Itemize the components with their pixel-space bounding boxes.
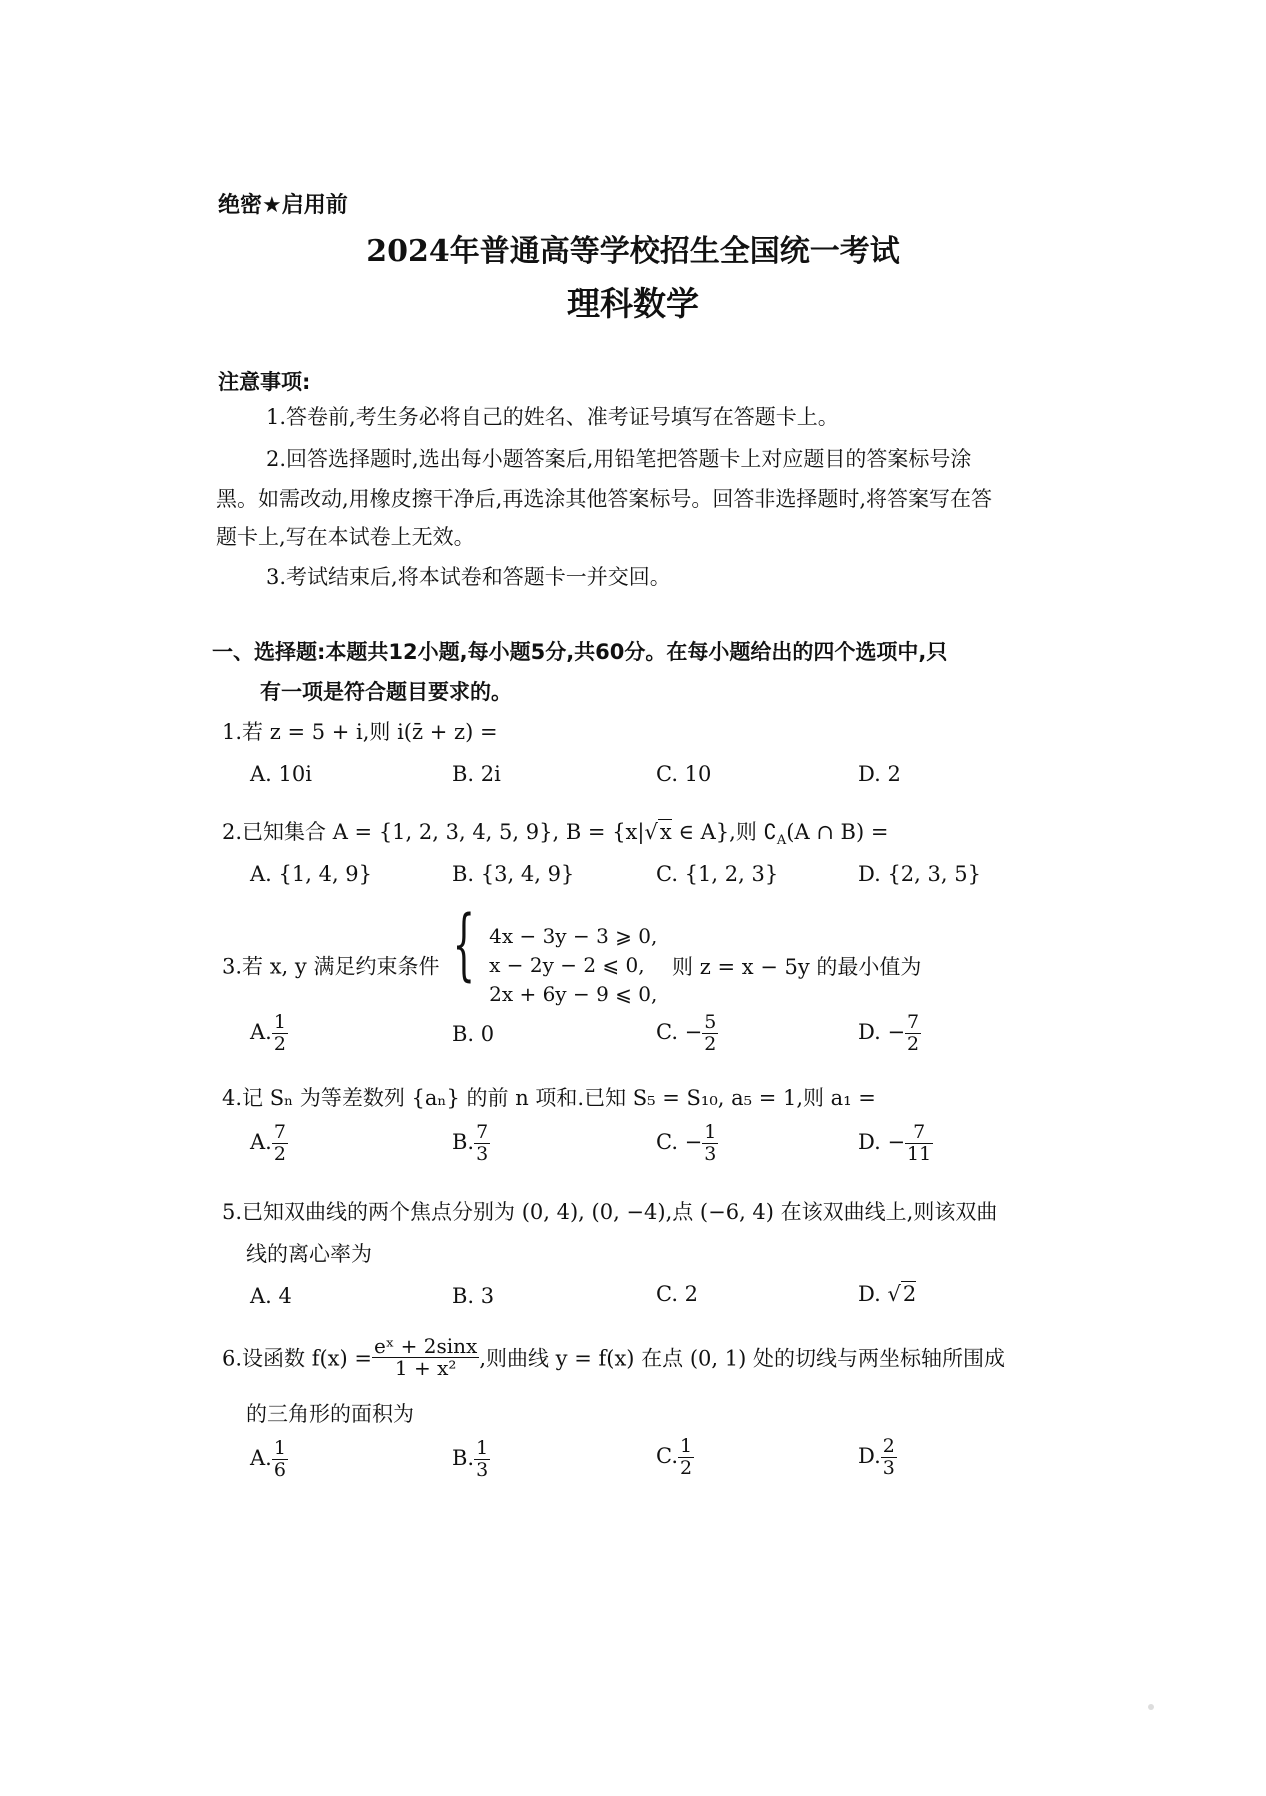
q5-option-d: D. √2: [858, 1282, 917, 1306]
q5-option-b: B. 3: [452, 1284, 495, 1308]
q6-option-b: B. $\frac{1}{3}$: [452, 1437, 489, 1481]
question-5-stem-cont: 线的离心率为: [246, 1242, 372, 1266]
q2-option-d: D. {2, 3, 5}: [858, 862, 981, 886]
q3-option-a: A. $\frac{1}{2}$: [250, 1011, 286, 1055]
q4-option-b: B. $\frac{7}{3}$: [452, 1121, 489, 1165]
q1-option-d: D. 2: [858, 762, 901, 786]
q2-option-a: A. {1, 4, 9}: [250, 862, 373, 886]
q6-option-a: A. $\frac{1}{6}$: [250, 1437, 286, 1481]
system-brace: {: [453, 900, 476, 990]
question-6-stem: 6.设函数 f(x) = $\frac{\text{eˣ + 2sinx}}{\text{1 + x²}}$ ,则曲线 y = f(x) 在点 (0, 1) 处的切线与两坐标轴所围成: [222, 1334, 1005, 1380]
subject-title: 理科数学: [567, 284, 699, 323]
q4-option-a: A. $\frac{7}{2}$: [250, 1121, 286, 1165]
note-1: 1.答卷前,考生务必将自己的姓名、准考证号填写在答题卡上。: [266, 405, 839, 429]
q4-option-c: C. − $\frac{1}{3}$: [656, 1121, 717, 1165]
q5-option-a: A. 4: [250, 1284, 292, 1308]
note-2: 2.回答选择题时,选出每小题答案后,用铅笔把答题卡上对应题目的答案标号涂: [266, 447, 972, 471]
question-4-stem: 4.记 Sₙ 为等差数列 {aₙ} 的前 n 项和.已知 S₅ = S₁₀, a₅ = 1,则 a₁ =: [222, 1086, 876, 1110]
scan-speck: [1148, 1704, 1154, 1710]
constraint-system: 4x − 3y − 3 ⩾ 0, x − 2y − 2 ⩽ 0, 2x + 6y − 9 ⩽ 0,: [489, 924, 658, 1006]
notes-heading: 注意事项:: [218, 370, 311, 394]
q3-option-b: B. 0: [452, 1022, 495, 1046]
exam-title: 2024年普通高等学校招生全国统一考试: [366, 234, 900, 269]
question-2-stem: 2.已知集合 A = {1, 2, 3, 4, 5, 9}, B = {x|√x ∈ A},则 $∁_A(A$ ∩ B) =: [222, 820, 889, 849]
q1-option-b: B. 2i: [452, 762, 501, 786]
section-heading-cont: 有一项是符合题目要求的。: [260, 680, 512, 704]
q3-option-c: C. − $\frac{5}{2}$: [656, 1011, 717, 1055]
q6-option-d: D. $\frac{2}{3}$: [858, 1435, 895, 1479]
q4-option-d: D. − $\frac{7}{11}$: [858, 1121, 932, 1165]
question-1-stem: 1.若 z = 5 + i,则 i(z̄ + z) =: [222, 720, 498, 744]
note-2-cont: 黑。如需改动,用橡皮擦干净后,再选涂其他答案标号。回答非选择题时,将答案写在答: [216, 487, 993, 511]
q5-option-c: C. 2: [656, 1282, 699, 1306]
question-5-stem: 5.已知双曲线的两个焦点分别为 (0, 4), (0, −4),点 (−6, 4) 在该双曲线上,则该双曲: [222, 1200, 998, 1224]
q3-option-d: D. − $\frac{7}{2}$: [858, 1011, 920, 1055]
confidential-label: 绝密★启用前: [218, 193, 348, 218]
question-6-stem-cont: 的三角形的面积为: [246, 1402, 414, 1426]
q2-option-b: B. {3, 4, 9}: [452, 862, 575, 886]
q1-option-a: A. 10i: [250, 762, 312, 786]
note-3: 3.考试结束后,将本试卷和答题卡一并交回。: [266, 565, 671, 589]
q1-option-c: C. 10: [656, 762, 712, 786]
q2-option-c: C. {1, 2, 3}: [656, 862, 779, 886]
question-3-stem: 3.若 x, y 满足约束条件 { 4x − 3y − 3 ⩾ 0, x − 2y − 2 ⩽ 0, 2x + 6y − 9 ⩽ 0, 则 z = x − 5y 的最小值为: [222, 906, 921, 1009]
note-2-end: 题卡上,写在本试卷上无效。: [216, 525, 475, 549]
section-heading: 一、选择题:本题共12小题,每小题5分,共60分。在每小题给出的四个选项中,只: [212, 640, 948, 664]
q6-option-c: C. $\frac{1}{2}$: [656, 1435, 693, 1479]
